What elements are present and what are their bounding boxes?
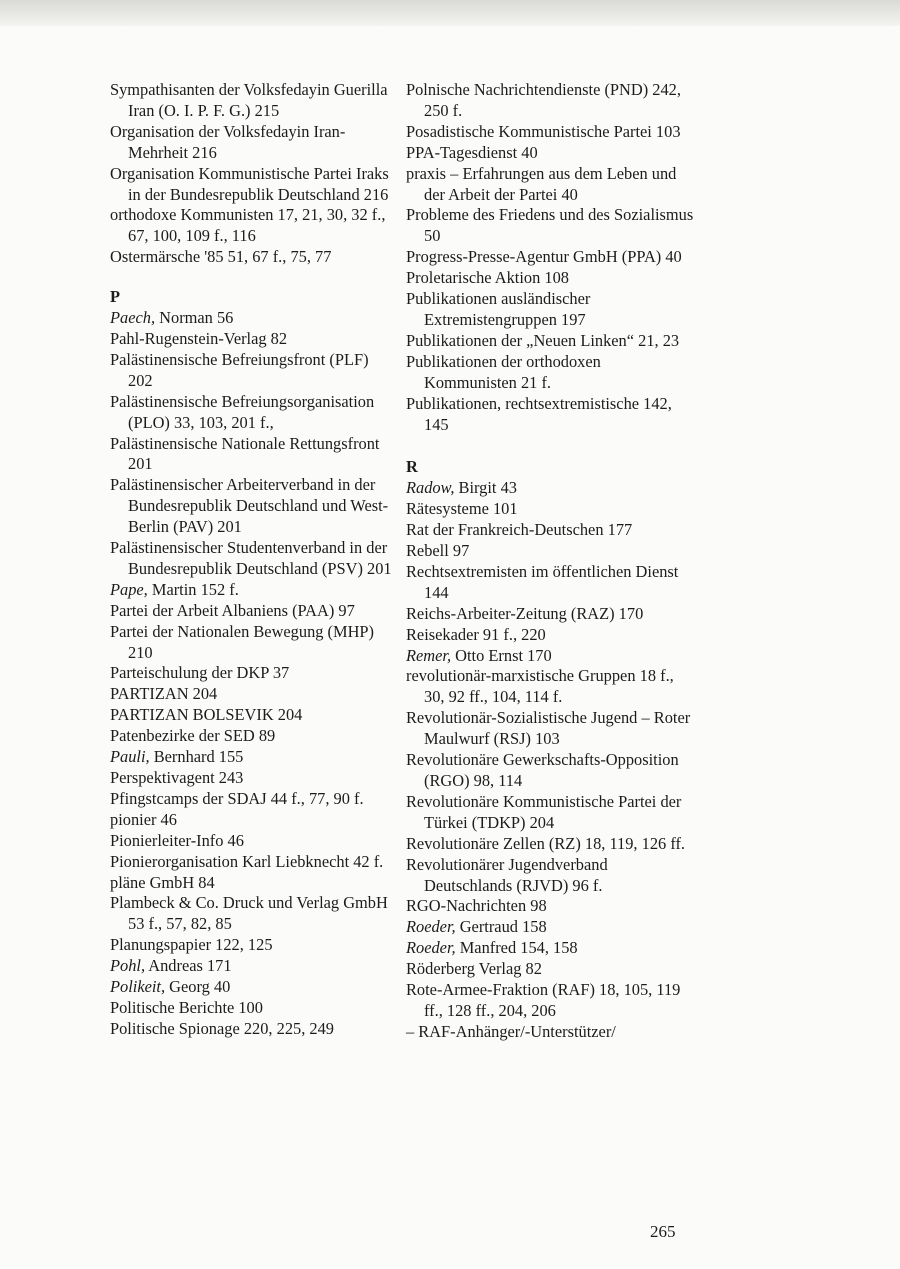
index-entry-text: Revolutionär-Sozialistische Jugend – Roter Maulwurf (RSJ) 103 (406, 708, 691, 749)
index-entry-text: Proletarische Aktion 108 (406, 268, 569, 288)
index-entry-text: Parteischulung der DKP 37 (110, 663, 290, 683)
index-entry-text: Norman 56 (155, 308, 234, 328)
index-entry (110, 392, 395, 434)
index-entry-surname: Roeder, (406, 938, 456, 958)
index-entry-text: Revolutionärer Jugendverband Deutschlands (RJVD) 96 f. (406, 854, 608, 895)
index-entry-text: Pahl-Rugenstein-Verlag 82 (110, 328, 288, 348)
index-entry (406, 394, 696, 436)
index-entry-text: Revolutionäre Gewerkschafts-Opposition (RGO) 98, 114 (406, 750, 679, 790)
index-entry-text: Palästinensische Befreiungsorganisation (PLO) 33, 103, 201 f., (110, 391, 375, 432)
index-entry-text: Partei der Nationalen Bewegung (MHP) 210 (110, 621, 375, 662)
entries-left-before (110, 80, 395, 268)
index-column-left (110, 80, 395, 1040)
index-entry-text: Röderberg Verlag 82 (406, 959, 542, 979)
index-entry (110, 663, 395, 684)
index-entry (406, 331, 696, 352)
index-entry-text: Rätesysteme 101 (406, 499, 518, 519)
index-entry-text: PPA-Tagesdienst 40 (406, 142, 538, 162)
index-entry-text: Posadistische Kommunistische Partei 103 (406, 121, 681, 141)
index-entry (406, 520, 696, 541)
index-entry-text: Rote-Armee-Fraktion (RAF) 18, 105, 119 ff., 128 ff., 204, 206 (406, 980, 681, 1020)
index-entry (110, 434, 395, 476)
index-entry-text: – RAF-Anhänger/-Unterstützer/ (406, 1021, 616, 1041)
index-entry-text: Palästinensischer Arbeiterverband in der Bundesrepublik Deutschland und West-Berlin (PAV) 201 (110, 475, 389, 537)
index-entry (406, 938, 696, 959)
index-entry-surname: Pohl, (110, 956, 146, 976)
entries-left-after (110, 308, 395, 1040)
index-entry (406, 268, 696, 289)
index-entry-text: Bernhard 155 (149, 747, 244, 767)
index-entry (110, 164, 395, 206)
index-entry (406, 604, 696, 625)
index-entry (110, 80, 395, 122)
index-entry-text: Organisation Kommunistische Partei Iraks in der Bundesrepublik Deutschland 216 (110, 163, 389, 204)
index-entry-text: RGO-Nachrichten 98 (406, 896, 547, 916)
index-entry-text: Rat der Frankreich-Deutschen 177 (406, 520, 633, 540)
index-entry (406, 499, 696, 520)
index-entry (406, 247, 696, 268)
index-entry (110, 873, 395, 894)
index-entry (406, 80, 696, 122)
index-entry-text: Perspektivagent 243 (110, 768, 244, 787)
index-entry (110, 831, 395, 852)
index-entry (406, 896, 696, 917)
index-entry (110, 726, 395, 747)
index-entry (406, 750, 696, 792)
index-column-right (406, 80, 696, 1043)
index-entry-text: Publikationen ausländischer Extremistengruppen 197 (406, 289, 591, 329)
index-entry-text: Palästinensische Befreiungsfront (PLF) 202 (110, 349, 369, 390)
index-entry (406, 792, 696, 834)
index-entry (110, 789, 395, 810)
index-entry (406, 164, 696, 206)
index-entry-text: Manfred 154, 158 (455, 938, 578, 958)
index-entry-text: Politische Berichte 100 (110, 997, 263, 1017)
index-entry-text: Palästinensischer Studentenverband in der Bundesrepublik Deutschland (PSV) 201 (110, 538, 392, 578)
index-entry (110, 329, 395, 350)
index-entry-text: Pfingstcamps der SDAJ 44 f., 77, 90 f. (110, 788, 364, 808)
index-entry-text: Patenbezirke der SED 89 (110, 726, 276, 746)
index-entry-text: Georg 40 (165, 977, 231, 997)
index-entry-text: revolutionär-marxistische Gruppen 18 f., 30, 92 ff., 104, 114 f. (406, 666, 674, 707)
index-entry-text: pionier 46 (110, 809, 177, 829)
section-letter-p: P (110, 287, 121, 307)
index-entry (110, 475, 395, 538)
index-entry-text: Plambeck & Co. Druck und Verlag GmbH 53 f., 57, 82, 85 (110, 893, 388, 934)
index-entry-text: orthodoxe Kommunisten 17, 21, 30, 32 f., 67, 100, 109 f., 116 (110, 205, 386, 246)
index-entry (110, 998, 395, 1019)
index-entry-text: Polnische Nachrichtendienste (PND) 242, 250 f. (406, 80, 681, 120)
index-entry (110, 601, 395, 622)
section-letter-r: R (406, 457, 418, 477)
index-entry (406, 708, 696, 750)
index-entry (406, 562, 696, 604)
index-entry-text: Gertraud 158 (455, 917, 547, 937)
index-entry (406, 352, 696, 394)
index-entry (110, 768, 395, 789)
index-entry (110, 705, 395, 726)
index-entry-surname: Pape, (110, 579, 148, 599)
index-entry-text: Politische Spionage 220, 225, 249 (110, 1018, 334, 1038)
index-entry (110, 205, 395, 247)
index-entry (406, 143, 696, 164)
index-entry (110, 247, 395, 268)
index-entry (110, 747, 395, 768)
index-entry-text: PARTIZAN BOLSEVIK 204 (110, 705, 303, 725)
index-entry (110, 956, 395, 977)
index-entry-text: pläne GmbH 84 (110, 872, 215, 892)
index-entry-text: praxis – Erfahrungen aus dem Leben und der Arbeit der Partei 40 (406, 163, 677, 204)
index-entry (110, 935, 395, 956)
index-entry-text: Andreas 171 (145, 956, 232, 976)
index-entry-text: Probleme des Friedens und des Sozialismus 50 (406, 205, 694, 246)
index-entry-text: Planungspapier 122, 125 (110, 935, 273, 955)
index-entry-text: Pionierorganisation Karl Liebknecht 42 f. (110, 851, 384, 871)
index-entry-text: Reisekader 91 f., 220 (406, 624, 546, 644)
index-entry (406, 980, 696, 1022)
index-entry (406, 855, 696, 897)
index-entry-text: Pionierleiter-Info 46 (110, 830, 244, 850)
index-entry-text: Rebell 97 (406, 541, 470, 561)
index-entry (110, 810, 395, 831)
index-entry-text: Reichs-Arbeiter-Zeitung (RAZ) 170 (406, 603, 644, 623)
index-entry (110, 350, 395, 392)
index-entry (406, 1022, 696, 1043)
index-entry-text: Ostermärsche '85 51, 67 f., 75, 77 (110, 247, 332, 267)
index-entry (110, 684, 395, 705)
index-entry (110, 580, 395, 601)
index-entry (406, 478, 696, 499)
index-entry (406, 122, 696, 143)
entries-right-before (406, 80, 696, 435)
index-entry (406, 646, 696, 667)
index-entry (406, 666, 696, 708)
index-entry-text: Sympathisanten der Volksfedayin Guerilla Iran (O. I. P. F. G.) 215 (110, 80, 388, 120)
entries-right-after (406, 478, 696, 1042)
index-entry (110, 538, 395, 580)
index-entry-surname: Roeder, (406, 917, 456, 937)
index-entry (110, 893, 395, 935)
index-entry (406, 959, 696, 980)
index-entry (110, 622, 395, 664)
index-entry-surname: Remer, (406, 645, 452, 665)
index-entry-text: Progress-Presse-Agentur GmbH (PPA) 40 (406, 247, 682, 267)
index-entry-surname: Paech, (110, 308, 156, 328)
index-entry (406, 625, 696, 646)
index-entry-text: Birgit 43 (454, 478, 517, 498)
index-entry-text: Revolutionäre Kommunistische Partei der Türkei (TDKP) 204 (406, 791, 682, 832)
index-entry-text: Palästinensische Nationale Rettungsfront 201 (110, 433, 380, 474)
index-entry (110, 1019, 395, 1040)
index-entry-surname: Polikeit, (110, 977, 166, 997)
index-entry (110, 308, 395, 329)
index-entry-text: Organisation der Volksfedayin Iran-Mehrheit 216 (110, 121, 346, 162)
index-entry (110, 977, 395, 998)
index-entry (406, 834, 696, 855)
index-entry-text: Publikationen der „Neuen Linken“ 21, 23 (406, 330, 680, 350)
index-entry-text: Partei der Arbeit Albaniens (PAA) 97 (110, 600, 355, 620)
index-entry-text: PARTIZAN 204 (110, 684, 218, 704)
index-entry-text: Otto Ernst 170 (451, 645, 552, 665)
index-entry-surname: Pauli, (110, 747, 150, 767)
index-entry (406, 541, 696, 562)
index-entry-surname: Radow, (406, 478, 455, 498)
index-entry-text: Rechtsextremisten im öffentlichen Dienst 144 (406, 561, 679, 602)
index-entry-text: Martin 152 f. (147, 579, 239, 599)
scan-top-edge (0, 0, 900, 26)
index-entry (406, 917, 696, 938)
index-entry-text: Publikationen, rechtsextremistische 142, 145 (406, 393, 672, 434)
page-number: 265 (650, 1222, 676, 1241)
index-entry (110, 852, 395, 873)
index-entry (406, 289, 696, 331)
index-entry-text: Revolutionäre Zellen (RZ) 18, 119, 126 ff. (406, 833, 686, 853)
index-entry (110, 122, 395, 164)
index-entry (406, 205, 696, 247)
index-entry-text: Publikationen der orthodoxen Kommunisten 21 f. (406, 351, 601, 392)
